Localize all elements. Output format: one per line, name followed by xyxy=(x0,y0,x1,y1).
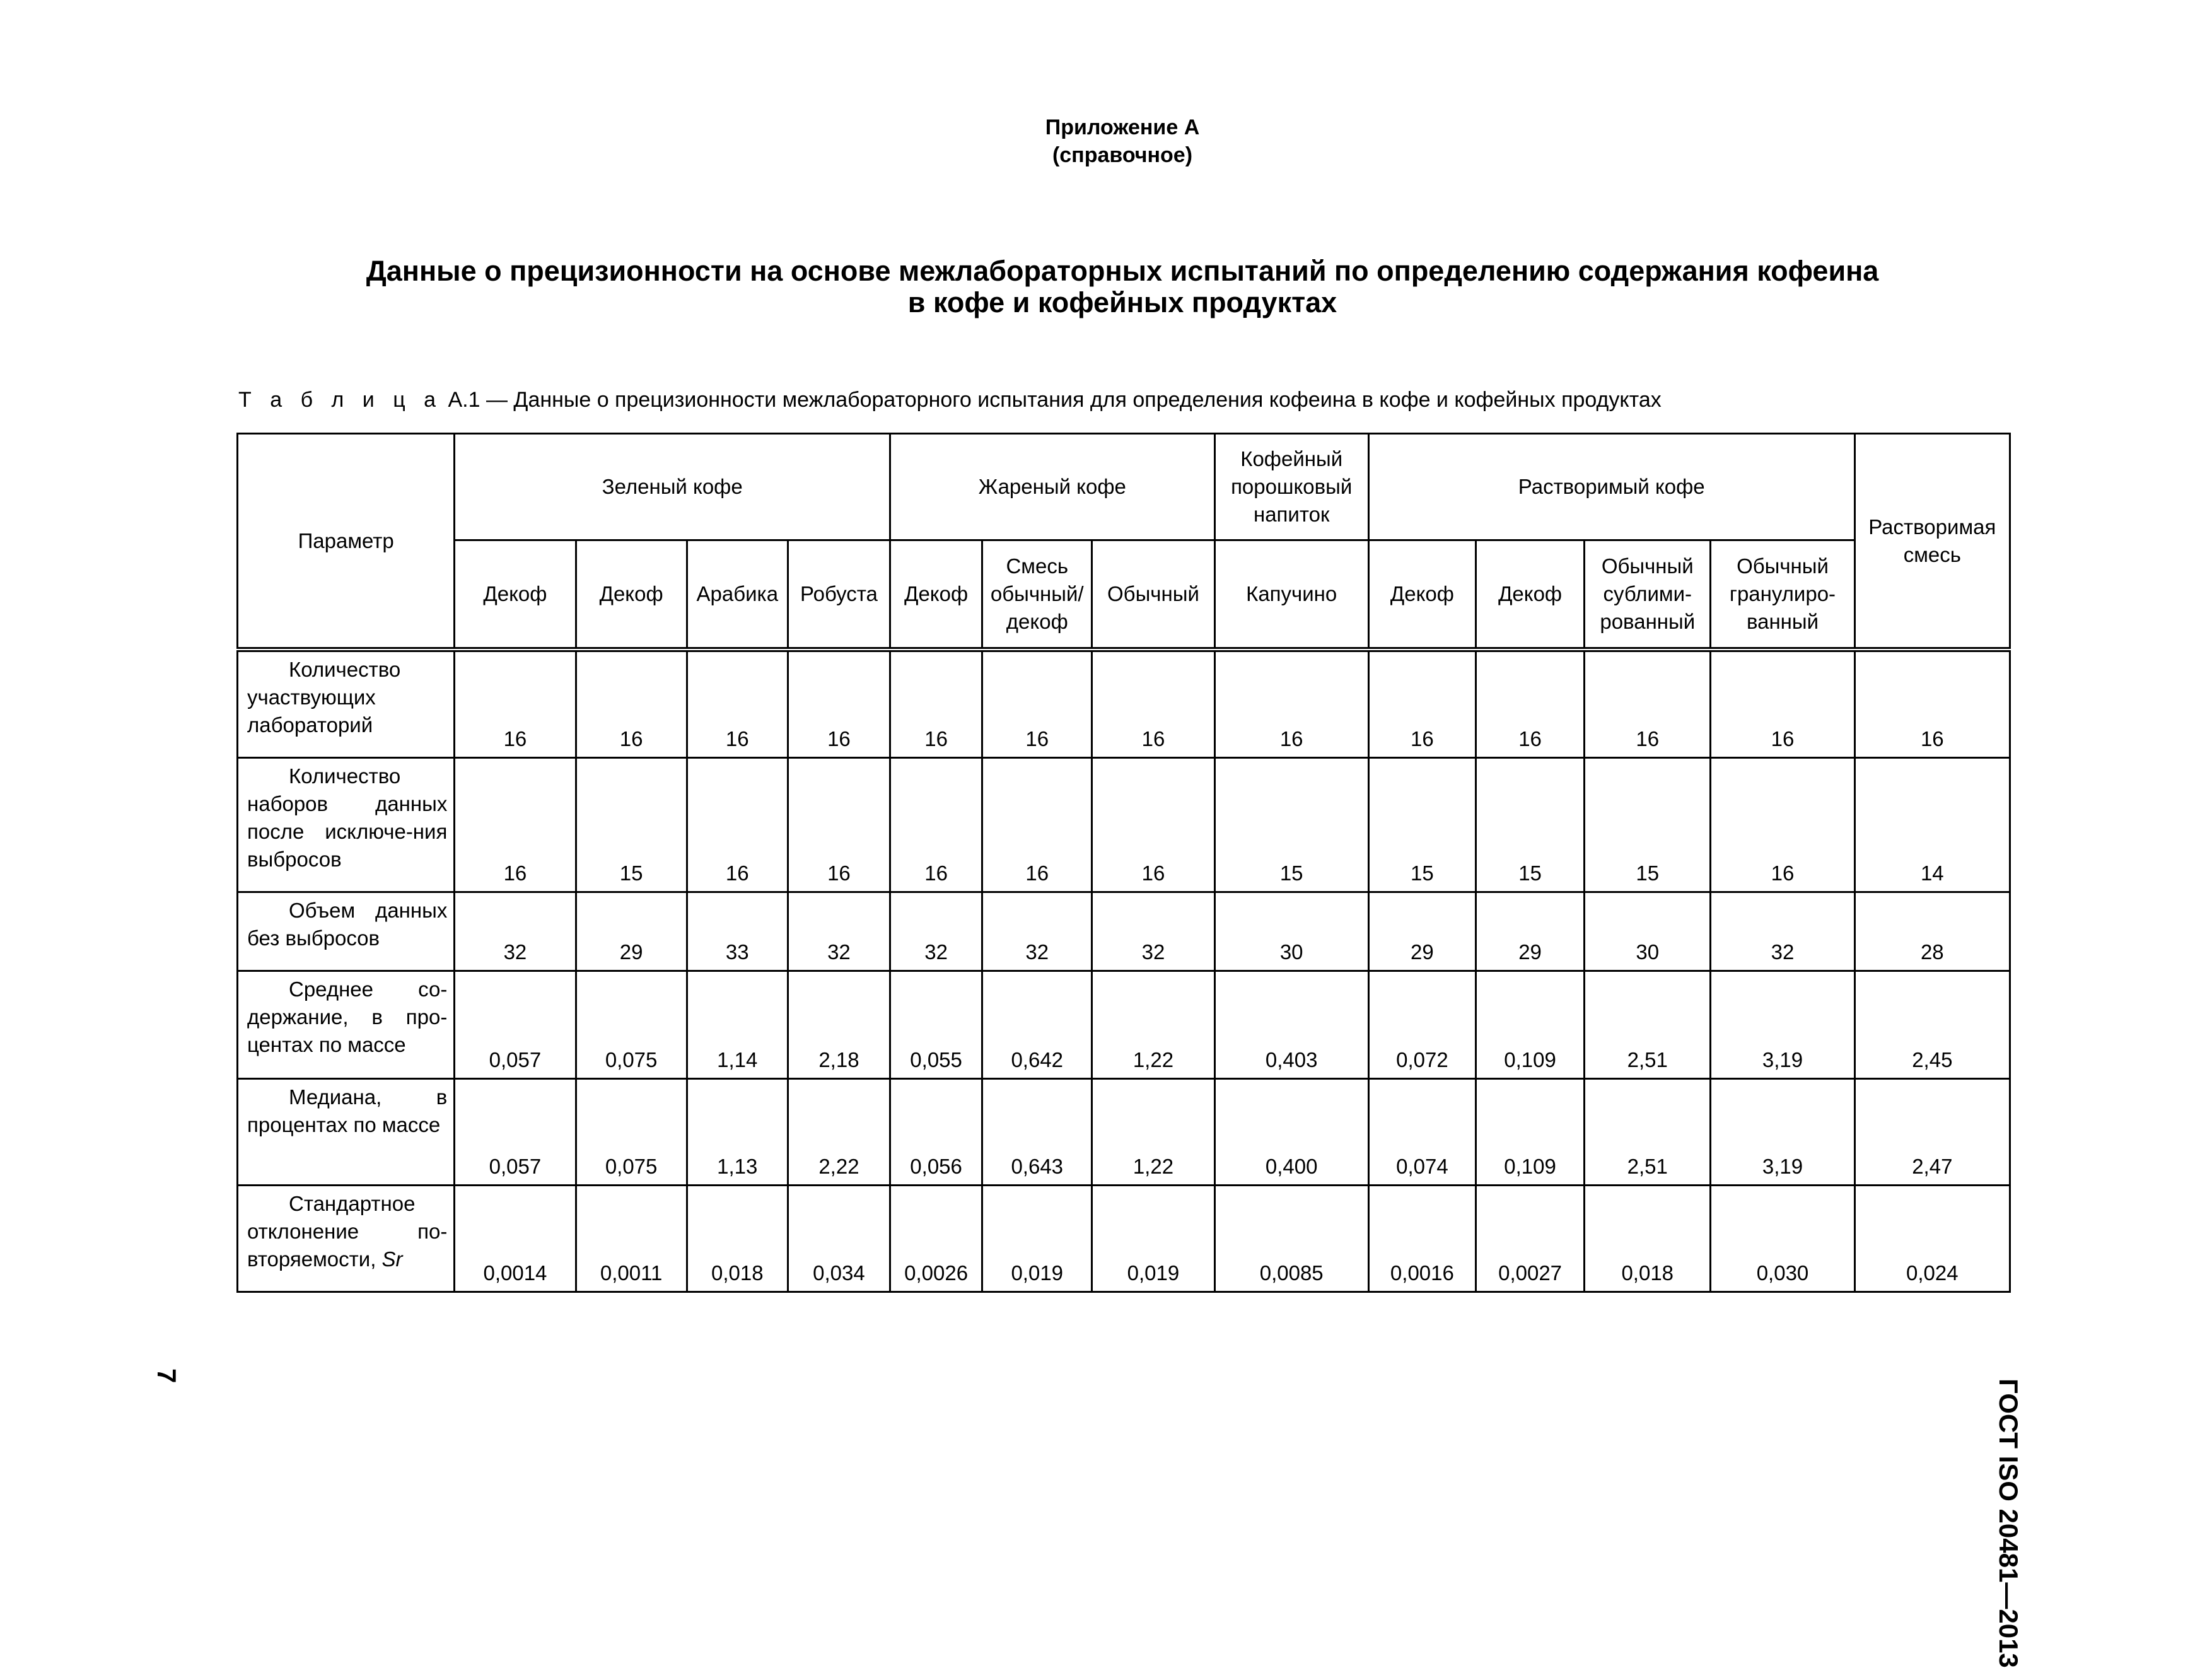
value-cell: 15 xyxy=(1585,757,1711,892)
value-cell: 3,19 xyxy=(1711,971,1854,1078)
value-cell: 16 xyxy=(1711,757,1854,892)
value-cell: 0,057 xyxy=(455,1078,576,1185)
table-caption xyxy=(238,386,2042,414)
value-cell: 0,072 xyxy=(1368,971,1476,1078)
value-cell: 32 xyxy=(1711,892,1854,971)
value-cell: 32 xyxy=(890,892,982,971)
param-label: Количество участвующих лабораторий xyxy=(247,658,401,737)
value-cell: 32 xyxy=(982,892,1092,971)
value-cell: 1,13 xyxy=(687,1078,788,1185)
page-number: 7 xyxy=(152,1368,182,1384)
value-cell: 16 xyxy=(687,650,788,757)
value-cell: 16 xyxy=(1368,650,1476,757)
precision-table xyxy=(236,433,2011,1293)
subheader-cell: Обычный сублими-рованный xyxy=(1585,540,1711,650)
group-header-instant-mix: Растворимая смесь xyxy=(1854,434,2010,650)
value-cell: 0,0016 xyxy=(1368,1185,1476,1292)
param-label: Среднее со-держание, в про-центах по массе xyxy=(247,977,448,1056)
document-title-line-2: в кофе и кофейных продуктах xyxy=(907,286,1337,318)
value-cell: 3,19 xyxy=(1711,1078,1854,1185)
value-cell: 0,109 xyxy=(1476,1078,1584,1185)
param-cell xyxy=(238,1078,455,1185)
value-cell: 29 xyxy=(1368,892,1476,971)
value-cell: 15 xyxy=(1476,757,1584,892)
group-header-powder-drink: Кофейный порошковый напиток xyxy=(1214,434,1368,540)
value-cell: 16 xyxy=(982,757,1092,892)
value-cell: 0,0026 xyxy=(890,1185,982,1292)
param-header: Параметр xyxy=(238,434,455,650)
value-cell: 32 xyxy=(455,892,576,971)
subheader-cell: Декоф xyxy=(890,540,982,650)
value-cell: 15 xyxy=(576,757,687,892)
value-cell: 0,024 xyxy=(1854,1185,2010,1292)
value-cell: 30 xyxy=(1214,892,1368,971)
value-cell: 0,056 xyxy=(890,1078,982,1185)
param-cell xyxy=(238,892,455,971)
value-cell: 30 xyxy=(1585,892,1711,971)
value-cell: 28 xyxy=(1854,892,2010,971)
value-cell: 0,403 xyxy=(1214,971,1368,1078)
table-caption-text: А.1 — Данные о прецизионности межлабораторного испытания для определения кофеина в кофе и кофейных продуктах xyxy=(442,388,1662,412)
value-cell: 14 xyxy=(1854,757,2010,892)
param-label: Объем данных без выбросов xyxy=(247,898,448,950)
subheader-cell: Декоф xyxy=(576,540,687,650)
table-row xyxy=(238,757,2010,892)
value-cell: 0,074 xyxy=(1368,1078,1476,1185)
value-cell: 29 xyxy=(1476,892,1584,971)
subheader-cell: Капучино xyxy=(1214,540,1368,650)
value-cell: 16 xyxy=(455,757,576,892)
value-cell: 16 xyxy=(788,757,890,892)
value-cell: 1,22 xyxy=(1092,1078,1214,1185)
group-header-instant-coffee: Растворимый кофе xyxy=(1368,434,1854,540)
value-cell: 16 xyxy=(890,757,982,892)
table-caption-prefix: Т а б л и ц а xyxy=(238,388,443,412)
param-cell xyxy=(238,757,455,892)
value-cell: 2,18 xyxy=(788,971,890,1078)
group-header-green-coffee: Зеленый кофе xyxy=(455,434,890,540)
param-label: Медиана, в процентах по массе xyxy=(247,1085,448,1136)
value-cell: 16 xyxy=(1092,650,1214,757)
value-cell: 0,0027 xyxy=(1476,1185,1584,1292)
value-cell: 0,0085 xyxy=(1214,1185,1368,1292)
value-cell: 1,14 xyxy=(687,971,788,1078)
value-cell: 0,055 xyxy=(890,971,982,1078)
appendix-label: Приложение А xyxy=(1045,115,1200,139)
value-cell: 0,643 xyxy=(982,1078,1092,1185)
appendix-type: (справочное) xyxy=(1052,143,1193,167)
value-cell: 0,030 xyxy=(1711,1185,1854,1292)
value-cell: 32 xyxy=(1092,892,1214,971)
value-cell: 16 xyxy=(1476,650,1584,757)
subheader-cell: Обычный гранулиро-ванный xyxy=(1711,540,1854,650)
subheader-cell: Декоф xyxy=(1476,540,1584,650)
document-title-line-1: Данные о прецизионности на основе межлабораторных испытаний по определению содержания кофеина xyxy=(366,255,1879,287)
table-row xyxy=(238,1185,2010,1292)
value-cell: 16 xyxy=(890,650,982,757)
value-cell: 16 xyxy=(1092,757,1214,892)
subheader-cell: Обычный xyxy=(1092,540,1214,650)
value-cell: 29 xyxy=(576,892,687,971)
value-cell: 0,075 xyxy=(576,1078,687,1185)
value-cell: 0,019 xyxy=(1092,1185,1214,1292)
appendix-heading xyxy=(0,114,2212,169)
value-cell: 33 xyxy=(687,892,788,971)
value-cell: 16 xyxy=(1711,650,1854,757)
subheader-cell: Арабика xyxy=(687,540,788,650)
value-cell: 16 xyxy=(1854,650,2010,757)
value-cell: 0,018 xyxy=(687,1185,788,1292)
value-cell: 15 xyxy=(1214,757,1368,892)
value-cell: 0,018 xyxy=(1585,1185,1711,1292)
value-cell: 0,0011 xyxy=(576,1185,687,1292)
value-cell: 0,019 xyxy=(982,1185,1092,1292)
value-cell: 16 xyxy=(1585,650,1711,757)
param-cell xyxy=(238,971,455,1078)
param-cell xyxy=(238,650,455,757)
value-cell: 16 xyxy=(576,650,687,757)
value-cell: 2,47 xyxy=(1854,1078,2010,1185)
value-cell: 16 xyxy=(788,650,890,757)
param-cell xyxy=(238,1185,455,1292)
value-cell: 0,109 xyxy=(1476,971,1584,1078)
subheader-cell: Смесь обычный/ декоф xyxy=(982,540,1092,650)
value-cell: 16 xyxy=(1214,650,1368,757)
value-cell: 16 xyxy=(982,650,1092,757)
value-cell: 2,51 xyxy=(1585,1078,1711,1185)
value-cell: 0,034 xyxy=(788,1185,890,1292)
value-cell: 16 xyxy=(455,650,576,757)
value-cell: 32 xyxy=(788,892,890,971)
value-cell: 0,057 xyxy=(455,971,576,1078)
value-cell: 0,642 xyxy=(982,971,1092,1078)
value-cell: 2,22 xyxy=(788,1078,890,1185)
table-row xyxy=(238,1078,2010,1185)
subheader-cell: Робуста xyxy=(788,540,890,650)
param-label: Стандартное отклонение по-вторяемости, xyxy=(247,1191,448,1271)
value-cell: 16 xyxy=(687,757,788,892)
subheader-cell: Декоф xyxy=(455,540,576,650)
document-title xyxy=(0,255,2212,318)
value-cell: 1,22 xyxy=(1092,971,1214,1078)
table-row xyxy=(238,892,2010,971)
param-label: Количество наборов данных после исключе-ния выбросов xyxy=(247,764,448,871)
value-cell: 2,51 xyxy=(1585,971,1711,1078)
subheader-cell: Декоф xyxy=(1368,540,1476,650)
value-cell: 0,400 xyxy=(1214,1078,1368,1185)
table-row xyxy=(238,650,2010,757)
value-cell: 0,0014 xyxy=(455,1185,576,1292)
value-cell: 0,075 xyxy=(576,971,687,1078)
group-header-roasted-coffee: Жареный кофе xyxy=(890,434,1215,540)
table-row xyxy=(238,971,2010,1078)
value-cell: 2,45 xyxy=(1854,971,2010,1078)
value-cell: 15 xyxy=(1368,757,1476,892)
param-symbol: Sr xyxy=(381,1247,403,1271)
standard-designation: ГОСТ ISO 20481—2013 xyxy=(1994,1379,2023,1668)
